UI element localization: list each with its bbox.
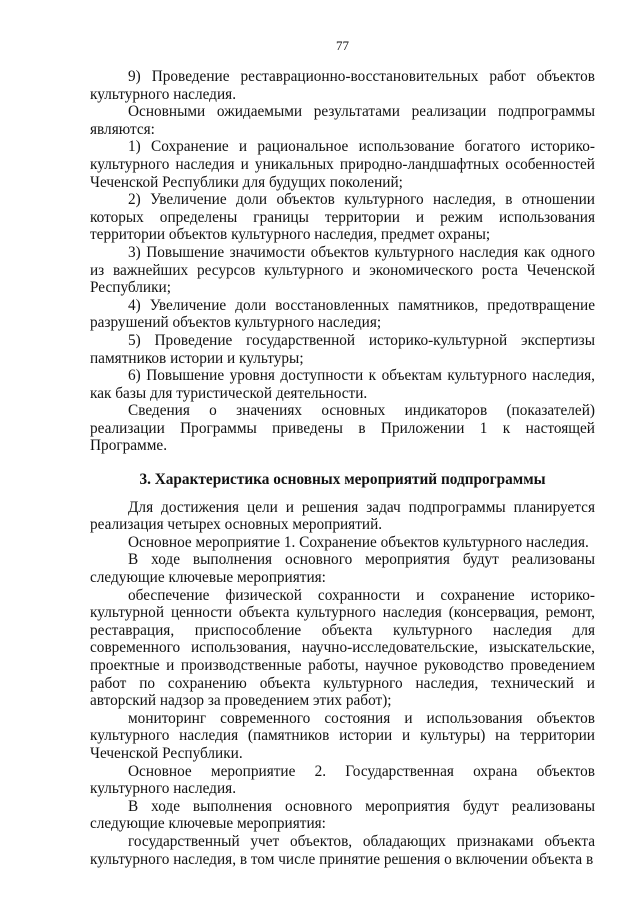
list-item: 4) Увеличение доли восстановленных памятников, предотвращение разрушений объектов культурного наследия; [90, 296, 595, 332]
list-item: 2) Увеличение доли объектов культурного наследия, в отношении которых определены границы территории и режим использования территории объектов культурного наследия, предмет охраны; [90, 191, 595, 244]
page-number: 77 [336, 38, 349, 53]
paragraph: Сведения о значениях основных индикаторов (показателей) реализации Программы приведены в Приложении 1 к настоящей Программе. [90, 402, 595, 455]
list-item: 5) Проведение государственной историко-культурной экспертизы памятников истории и культуры; [90, 331, 595, 367]
document-body [90, 68, 595, 868]
section-heading: 3. Характеристика основных мероприятий подпрограммы [139, 471, 546, 489]
paragraph: обеспечение физической сохранности и сохранение историко-культурной ценности объекта культурного наследия (консервация, ремонт, реставрация, приспособление объекта культурного наследия для современного использования, научно-исследовательские, изыскательские, проектные и производственные работы, научное руководство проведением работ по сохранению объекта культурного наследия, технический и авторский надзор за проведением этих работ); [90, 586, 595, 710]
paragraph: Основное мероприятие 1. Сохранение объектов культурного наследия. [128, 533, 589, 551]
list-item: 1) Сохранение и рациональное использование богатого историко-культурного наследия и уникальных природно-ландшафтных особенностей Чеченской Республики для будущих поколений; [90, 138, 595, 191]
paragraph: Основными ожидаемыми результатами реализации подпрограммы являются: [90, 103, 595, 138]
paragraph: Для достижения цели и решения задач подпрограммы планируется реализация четырех основных мероприятий. [90, 498, 595, 534]
paragraph: 9) Проведение реставрационно-восстановительных работ объектов культурного наследия. [90, 68, 595, 103]
paragraph: В ходе выполнения основного мероприятия будут реализованы следующие ключевые мероприятия: [90, 797, 595, 833]
paragraph: государственный учет объектов, обладающих признаками объекта культурного наследия, в том числе принятие решения о включении объекта в [90, 832, 595, 868]
list-item: 3) Повышение значимости объектов культурного наследия как одного из важнейших ресурсов культурного и экономического роста Чеченской Республики; [90, 243, 595, 297]
paragraph: В ходе выполнения основного мероприятия будут реализованы следующие ключевые мероприятия: [90, 551, 595, 587]
paragraph: Основное мероприятие 2. Государственная охрана объектов культурного наследия. [90, 762, 595, 798]
paragraph: мониторинг современного состояния и использования объектов культурного наследия (памятников истории и культуры) на территории Чеченской Республики. [90, 709, 595, 762]
list-item: 6) Повышение уровня доступности к объектам культурного наследия, как базы для туристической деятельности. [90, 367, 595, 402]
